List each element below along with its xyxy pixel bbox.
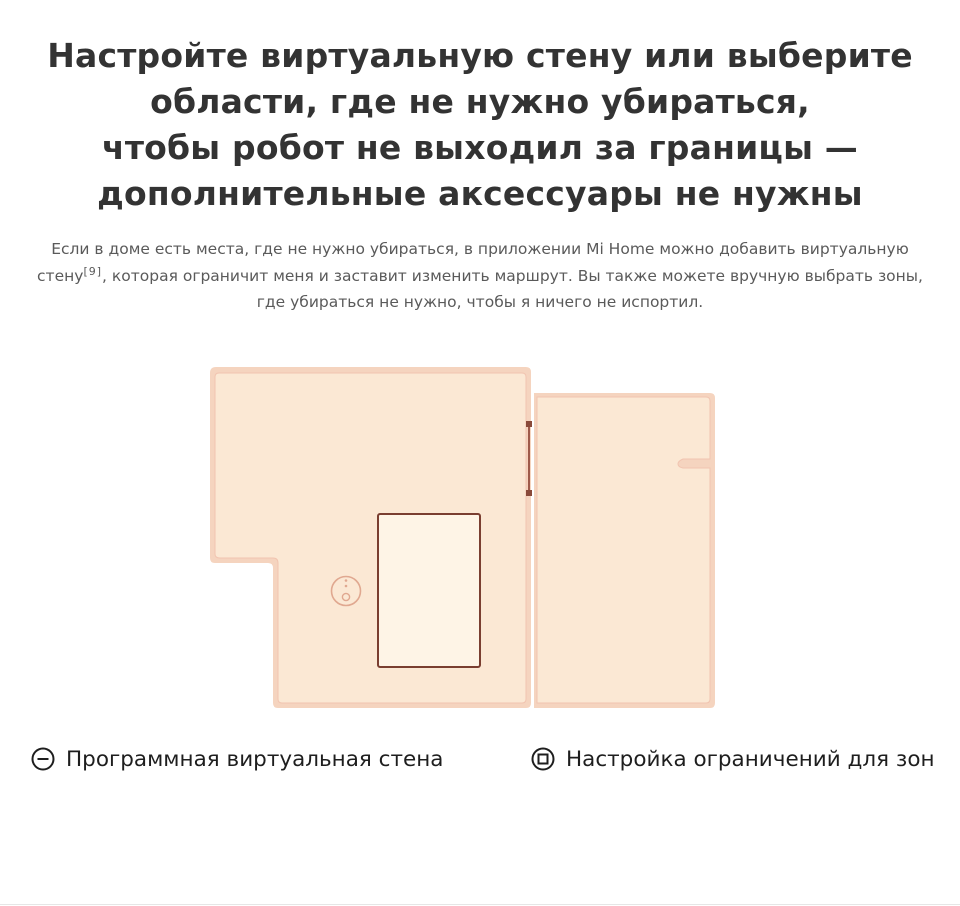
room-right <box>534 393 715 708</box>
minus-circle-icon <box>30 746 56 772</box>
headline-line-4: дополнительные аксессуары не нужны <box>97 174 863 213</box>
description-part-2: , которая ограничит меня и заставит изменить маршрут. Вы также можете вручную выбрать зоны, где убираться не нужно, чтобы я ничего не испортил. <box>102 266 923 311</box>
legend-zone-limits-label: Настройка ограничений для зон <box>566 746 935 772</box>
square-in-circle-icon <box>530 746 556 772</box>
headline-line-1: Настройте виртуальную стену или выберите <box>47 36 913 75</box>
headline-line-3: чтобы робот не выходил за границы — <box>101 128 858 167</box>
no-go-zone <box>378 514 480 667</box>
room-left <box>210 367 531 708</box>
headline-line-2: области, где не нужно убираться, <box>150 82 810 121</box>
footnote-reference: [9] <box>83 264 103 278</box>
description-part-1: Если в доме есть места, где не нужно убираться, в приложении Mi Home можно добавить виртуальную стену <box>37 240 909 285</box>
bottom-divider <box>0 904 960 905</box>
legend-virtual-wall <box>30 743 443 775</box>
legend-virtual-wall-label: Программная виртуальная стена <box>66 746 444 772</box>
legend-zone-limits <box>530 743 935 775</box>
